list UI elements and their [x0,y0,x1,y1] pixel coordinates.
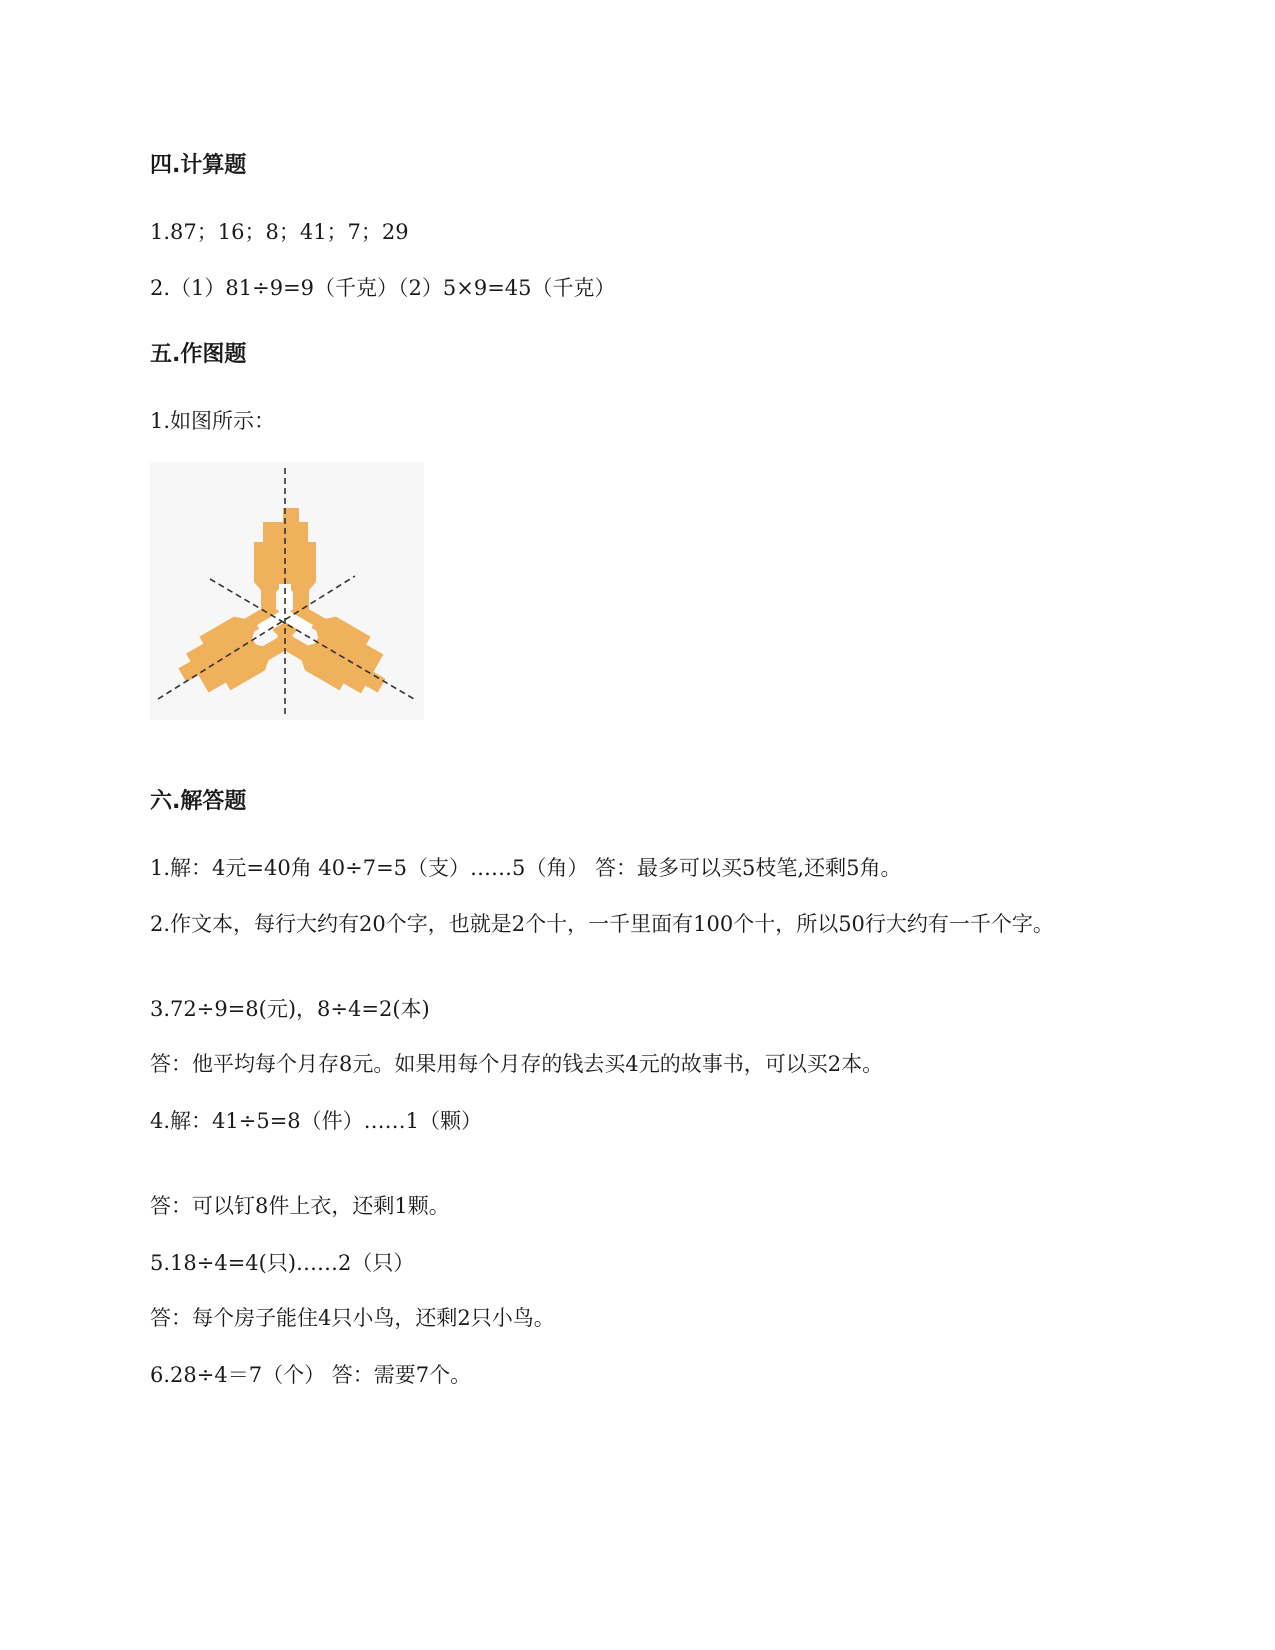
section-heading-calc: 四.计算题 [150,153,247,178]
symmetry-figure [150,462,424,720]
answer-3: 3.72÷9=8(元)，8÷4=2(本) [150,997,430,1021]
answer-6: 6.28÷4＝7（个） 答：需要7个。 [150,1363,472,1387]
symmetry-figure-svg [150,462,424,720]
calc-answer-2: 2.（1）81÷9=9（千克）（2）5×9=45（千克） [150,276,616,300]
section-heading-answers: 六.解答题 [150,789,247,814]
drawing-answer-1: 1.如图所示： [150,409,276,433]
answer-5-reply: 答：每个房子能住4只小鸟，还剩2只小鸟。 [150,1306,555,1330]
three-arm-shape [170,508,400,707]
answer-5: 5.18÷4=4(只)……2（只） [150,1251,415,1275]
answer-4: 4.解：41÷5=8（件）……1（颗） [150,1109,483,1133]
answer-1: 1.解：4元=40角 40÷7=5（支）……5（角） 答：最多可以买5枝笔,还剩5角。 [150,856,902,880]
answer-2: 2.作文本，每行大约有20个字，也就是2个十，一千里面有100个十，所以50行大约有一千个字。 [150,912,1054,936]
answer-3-reply: 答：他平均每个月存8元。如果用每个月存的钱去买4元的故事书，可以买2本。 [150,1052,884,1076]
section-heading-drawing: 五.作图题 [150,342,247,367]
answer-4-reply: 答：可以钉8件上衣，还剩1颗。 [150,1194,450,1218]
calc-answer-1: 1.87；16；8；41；7；29 [150,220,409,244]
